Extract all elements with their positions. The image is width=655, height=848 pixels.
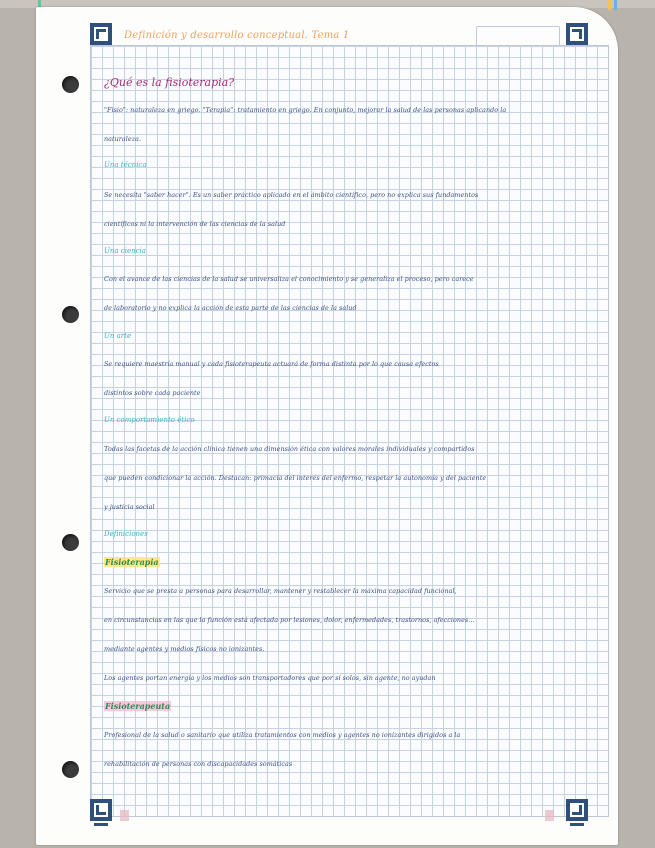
- logo-underline: [570, 823, 584, 826]
- intro-line-1: "Fisio": naturaleza en griego. "Terapia": tratamiento en griego. En conjunto, mejorar la salud de las personas aplicando la: [104, 106, 507, 114]
- etico-line-1: Todas las facetas de la acción clínica tienen una dimensión ética con valores morales individuales y compartidos: [104, 445, 475, 453]
- highlighted-term: Fisioterapia: [105, 557, 159, 567]
- page-header-box: [476, 26, 560, 46]
- tecnica-line-1: Se necesita "saber hacer". Es un saber práctico aplicado en el ámbito científico, pero no explica sus fundamentos: [104, 191, 479, 199]
- binder-hole-4: [62, 761, 79, 778]
- notebook-page: [36, 7, 618, 845]
- fisioterapia-line-2: en circunstancias en las que la función está afectada por lesiones, dolor, enfermedades, trastornos, afecciones...: [104, 616, 475, 624]
- arte-line-1: Se requiere maestría manual y cada fisioterapeuta actuará de forma distinta por lo que causa efectos: [104, 360, 439, 368]
- notebook-logo-icon: [566, 799, 588, 821]
- binder-hole-2: [62, 306, 79, 323]
- page-header-title: Definición y desarrollo conceptual. Tema 1: [124, 30, 350, 41]
- fisioterapeuta-line-2: rehabilitación de personas con discapacidades somáticas: [104, 760, 293, 768]
- etico-line-2: que pueden condicionar la acción. Destacan: primacía del interés del enfermo, respetar la autonomía y del paciente: [104, 474, 487, 482]
- fisioterapia-line-4: Los agentes portan energía y los medios son transportadores que por sí solos, sin agente, no ayudan: [104, 674, 436, 682]
- etico-line-3: y justicia social: [104, 503, 155, 511]
- binder-hole-3: [62, 534, 79, 551]
- heading-fisioterapia: [104, 557, 160, 567]
- heading-ciencia: Una ciencia: [104, 247, 146, 255]
- notes-title: ¿Qué es la fisioterapia?: [104, 76, 235, 89]
- ciencia-line-1: Con el avance de las ciencias de la salud se universaliza el conocimiento y se generaliza el proceso, pero carece: [104, 275, 474, 283]
- tab-marker-blue: [614, 0, 617, 10]
- heading-definiciones: Definiciones: [104, 530, 148, 538]
- ciencia-line-2: de laboratorio y no explica la acción de esta parte de las ciencias de la salud: [104, 304, 357, 312]
- highlighted-term: Fisioterapeuta: [105, 701, 171, 711]
- corner-square: [545, 810, 554, 821]
- notebook-logo-icon: [90, 23, 112, 45]
- intro-line-2: naturaleza.: [104, 135, 142, 143]
- binder-hole-1: [62, 76, 79, 93]
- logo-underline: [94, 823, 108, 826]
- heading-etico: Un comportamiento ético: [104, 416, 195, 424]
- corner-square: [120, 810, 129, 821]
- fisioterapia-line-1: Servicio que se presta a personas para desarrollar, mantener y restablecer la máxima capacidad funcional,: [104, 587, 457, 595]
- notebook-logo-icon: [566, 23, 588, 45]
- heading-tecnica: Una técnica: [104, 161, 147, 169]
- tab-marker-yellow: [608, 0, 611, 10]
- heading-fisioterapeuta: [104, 701, 171, 711]
- tecnica-line-2: científicos ni la intervención de las ciencias de la salud: [104, 220, 286, 228]
- notebook-logo-icon: [90, 799, 112, 821]
- fisioterapia-line-3: mediante agentes y medios físicos no ionizantes.: [104, 645, 265, 653]
- arte-line-2: distintos sobre cada paciente: [104, 389, 201, 397]
- fisioterapeuta-line-1: Profesional de la salud o sanitario que utiliza tratamientos con medios y agentes no ionizantes dirigidos a la: [104, 731, 461, 739]
- heading-arte: Un arte: [104, 332, 132, 340]
